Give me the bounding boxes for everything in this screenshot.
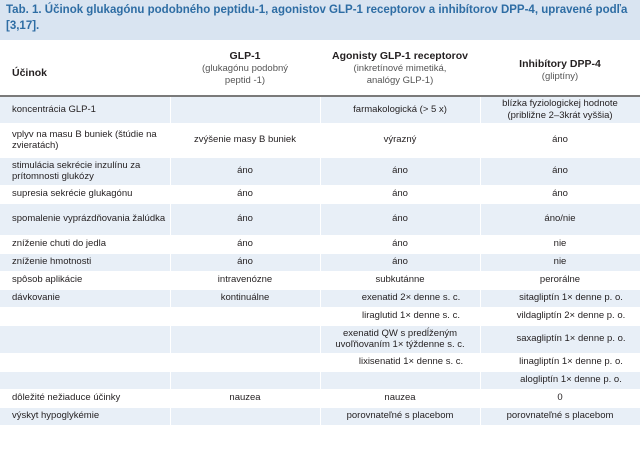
header-agonists <box>320 50 480 86</box>
cell-dpp4: saxagliptín 1× denne p. o. <box>480 325 640 353</box>
cell-glp1: áno <box>170 235 320 253</box>
table-row <box>0 203 640 235</box>
cell-agonists: výrazný <box>320 123 480 157</box>
cell-glp1: áno <box>170 185 320 203</box>
cell-glp1 <box>170 371 320 389</box>
row-effect: zníženie hmotnosti <box>0 253 170 271</box>
table-row <box>0 253 640 271</box>
table-row <box>0 371 640 389</box>
row-effect: výskyt hypoglykémie <box>0 407 170 425</box>
cell-dpp4: vildagliptín 2× denne p. o. <box>480 307 640 325</box>
cell-dpp4: áno <box>480 157 640 185</box>
cell-dpp4: áno/nie <box>480 203 640 235</box>
cell-glp1: nauzea <box>170 389 320 407</box>
cell-agonists: porovnateľné s placebom <box>320 407 480 425</box>
table-row <box>0 407 640 425</box>
cell-dpp4: áno <box>480 185 640 203</box>
cell-agonists: áno <box>320 235 480 253</box>
table-row <box>0 235 640 253</box>
table-row <box>0 325 640 353</box>
row-effect: spomalenie vyprázdňovania žalúdka <box>0 203 170 235</box>
cell-glp1 <box>170 325 320 353</box>
table-row <box>0 389 640 407</box>
row-effect: supresia sekrécie glukagónu <box>0 185 170 203</box>
cell-glp1: áno <box>170 157 320 185</box>
table-row <box>0 123 640 157</box>
table-row <box>0 271 640 289</box>
table-row <box>0 307 640 325</box>
cell-glp1 <box>170 97 320 123</box>
table-title: Tab. 1. Účinok glukagónu podobného peptidu-1, agonistov GLP-1 receptorov a inhibítorov DPP-4, upravené podľa [3,17]. <box>6 4 628 32</box>
cell-dpp4: 0 <box>480 389 640 407</box>
cell-glp1 <box>170 353 320 371</box>
row-effect <box>0 307 170 325</box>
cell-dpp4: sitagliptín 1× denne p. o. <box>480 289 640 307</box>
header-agonists-sub: (inkretínové mimetiká, analógy GLP-1) <box>353 63 447 86</box>
cell-agonists: áno <box>320 253 480 271</box>
cell-dpp4: blízka fyziologickej hodnote (približne 2–3krát vyššia) <box>480 97 640 123</box>
header-agonists-title: Agonisty GLP-1 receptorov <box>332 50 468 62</box>
row-effect: koncentrácia GLP-1 <box>0 97 170 123</box>
header-glp1-sub: (glukagónu podobný peptid -1) <box>201 63 289 86</box>
cell-dpp4: porovnateľné s placebom <box>480 407 640 425</box>
cell-agonists: liraglutid 1× denne s. c. <box>320 307 480 325</box>
row-effect <box>0 371 170 389</box>
header-dpp4 <box>480 58 640 83</box>
cell-glp1: zvýšenie masy B buniek <box>170 123 320 157</box>
cell-agonists: subkutánne <box>320 271 480 289</box>
cell-dpp4: áno <box>480 123 640 157</box>
cell-glp1: áno <box>170 253 320 271</box>
cell-agonists: farmakologická (> 5 x) <box>320 97 480 123</box>
row-effect: dávkovanie <box>0 289 170 307</box>
table-row <box>0 97 640 123</box>
cell-agonists: áno <box>320 157 480 185</box>
row-effect: zníženie chuti do jedla <box>0 235 170 253</box>
cell-agonists: áno <box>320 185 480 203</box>
row-effect <box>0 325 170 353</box>
header-effect: Účinok <box>12 67 48 79</box>
table-caption <box>0 0 640 40</box>
table-row <box>0 353 640 371</box>
row-effect: dôležité nežiaduce účinky <box>0 389 170 407</box>
cell-glp1: kontinuálne <box>170 289 320 307</box>
cell-agonists: exenatid 2× denne s. c. <box>320 289 480 307</box>
cell-dpp4: nie <box>480 235 640 253</box>
cell-glp1 <box>170 307 320 325</box>
cell-glp1: áno <box>170 203 320 235</box>
header-dpp4-title: Inhibítory DPP-4 <box>519 58 601 70</box>
row-effect: vplyv na masu B buniek (štúdie na zvieratách) <box>0 123 170 157</box>
row-effect <box>0 353 170 371</box>
table-row <box>0 157 640 185</box>
cell-agonists: lixisenatid 1× denne s. c. <box>320 353 480 371</box>
cell-agonists: nauzea <box>320 389 480 407</box>
cell-agonists: áno <box>320 203 480 235</box>
row-effect: stimulácia sekrécie inzulínu za prítomnosti glukózy <box>0 157 170 185</box>
cell-agonists <box>320 371 480 389</box>
cell-dpp4: alogliptín 1× denne p. o. <box>480 371 640 389</box>
header-dpp4-sub: (gliptíny) <box>541 71 579 82</box>
table-row <box>0 289 640 307</box>
header-glp1-title: GLP-1 <box>229 50 261 62</box>
cell-agonists: exenatid QW s predĺženým uvoľňovaním 1× týždenne s. c. <box>320 325 480 353</box>
header-glp1 <box>170 50 320 86</box>
effects-table <box>0 97 640 426</box>
cell-dpp4: nie <box>480 253 640 271</box>
cell-glp1 <box>170 407 320 425</box>
cell-glp1: intravenózne <box>170 271 320 289</box>
cell-dpp4: linagliptín 1× denne p. o. <box>480 353 640 371</box>
table-row <box>0 185 640 203</box>
row-effect: spôsob aplikácie <box>0 271 170 289</box>
cell-dpp4: perorálne <box>480 271 640 289</box>
